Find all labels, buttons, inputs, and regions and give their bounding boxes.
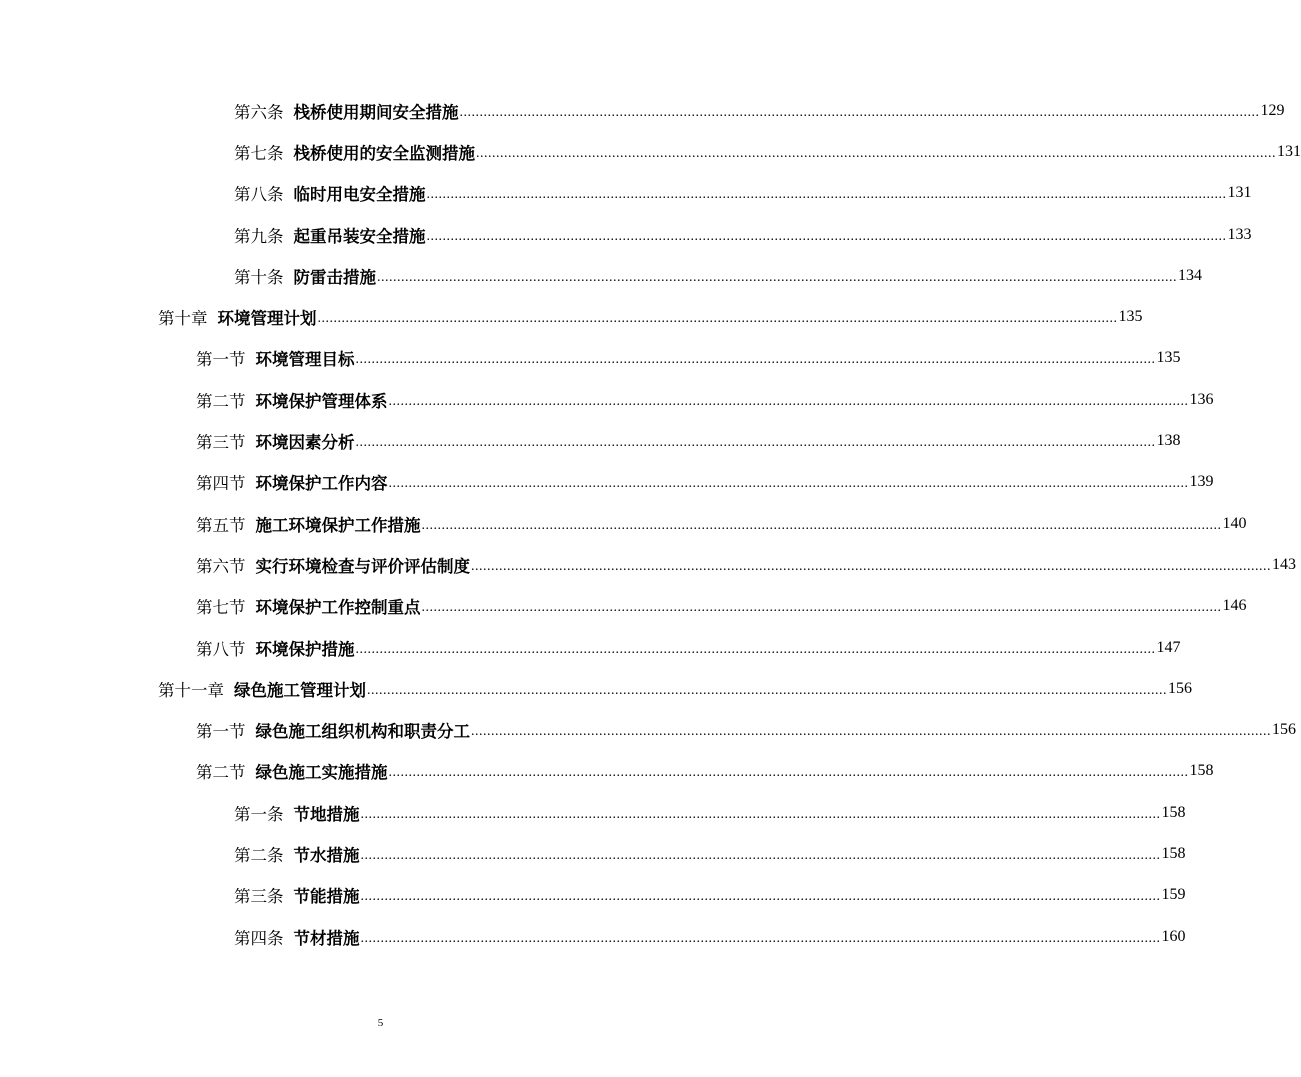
toc-dot-leader: ........................................................................................................................................................................................................ <box>360 930 1161 946</box>
toc-entry-title: 节能措施 <box>293 887 360 907</box>
toc-entry-title: 环境保护工作控制重点 <box>255 598 421 618</box>
toc-entry-page: 140 <box>1222 514 1247 532</box>
toc-entry[interactable] <box>0 379 1214 420</box>
toc-dot-leader: ........................................................................................................................................................................................................ <box>421 600 1222 616</box>
toc-entry[interactable] <box>0 668 1192 709</box>
toc-entry-page: 134 <box>1178 266 1202 284</box>
toc-dot-leader: ........................................................................................................................................................................................................ <box>360 847 1161 863</box>
toc-entry-title: 防雷击措施 <box>293 267 376 287</box>
toc-entry-number: 第十章 <box>158 309 208 329</box>
toc-dot-leader: ........................................................................................................................................................................................................ <box>426 228 1227 244</box>
toc-entry-page: 135 <box>1156 349 1181 367</box>
toc-dot-leader: ........................................................................................................................................................................................................ <box>426 187 1227 203</box>
toc-dot-leader: ........................................................................................................................................................................................................ <box>355 352 1156 368</box>
toc-entry-number: 第十条 <box>234 267 284 287</box>
toc-entry-number: 第八条 <box>234 185 284 205</box>
toc-entry-page: 156 <box>1168 679 1192 697</box>
toc-entry[interactable] <box>0 462 1214 503</box>
toc-entry-number: 第六节 <box>196 556 246 576</box>
toc-entry-number: 第三节 <box>196 433 246 453</box>
toc-entry-number: 第八节 <box>196 639 246 659</box>
toc-entry-title: 绿色施工实施措施 <box>255 763 388 783</box>
toc-dot-leader: ........................................................................................................................................................................................................ <box>459 104 1260 120</box>
toc-entry-number: 第四条 <box>234 928 284 948</box>
toc-entry-title: 环境保护工作内容 <box>255 474 388 494</box>
toc-entry[interactable] <box>0 751 1214 792</box>
toc-entry-number: 第九条 <box>234 226 284 246</box>
toc-entry[interactable] <box>0 709 1296 750</box>
toc-entry[interactable] <box>0 544 1296 585</box>
toc-dot-leader: ........................................................................................................................................................................................................ <box>367 682 1167 698</box>
toc-dot-leader: ........................................................................................................................................................................................................ <box>388 393 1189 409</box>
toc-entry[interactable] <box>0 131 1301 172</box>
toc-entry-number: 第二节 <box>196 763 246 783</box>
toc-entry-page: 143 <box>1272 555 1296 573</box>
toc-entry-number: 第三条 <box>234 887 284 907</box>
toc-dot-leader: ........................................................................................................................................................................................................ <box>355 435 1156 451</box>
toc-entry-number: 第五节 <box>196 515 246 535</box>
toc-entry-number: 第一条 <box>234 804 284 824</box>
toc-entry-page: 129 <box>1260 101 1285 119</box>
toc-entry-page: 158 <box>1189 762 1214 780</box>
toc-entry[interactable] <box>0 627 1181 668</box>
toc-entry[interactable] <box>0 296 1143 337</box>
toc-entry[interactable] <box>0 173 1252 214</box>
toc-entry-number: 第六条 <box>234 102 284 122</box>
toc-entry-title: 环境因素分析 <box>255 433 355 453</box>
toc-entry-page: 138 <box>1156 432 1181 450</box>
toc-entry-title: 节材措施 <box>293 928 360 948</box>
toc-entry-page: 158 <box>1161 803 1186 821</box>
toc-entry-title: 环境管理计划 <box>217 309 317 329</box>
table-of-contents <box>0 90 1301 957</box>
toc-entry[interactable] <box>0 833 1186 874</box>
toc-entry[interactable] <box>0 586 1247 627</box>
toc-entry-page: 131 <box>1277 142 1301 160</box>
toc-entry[interactable] <box>0 90 1285 131</box>
toc-dot-leader: ........................................................................................................................................................................................................ <box>388 476 1189 492</box>
toc-entry-title: 实行环境检查与评价评估制度 <box>255 556 470 576</box>
toc-entry-title: 栈桥使用期间安全措施 <box>293 102 459 122</box>
toc-dot-leader: ........................................................................................................................................................................................................ <box>476 145 1276 161</box>
toc-entry-title: 起重吊装安全措施 <box>293 226 426 246</box>
toc-entry-page: 156 <box>1272 721 1296 739</box>
toc-entry-number: 第二条 <box>234 845 284 865</box>
toc-dot-leader: ........................................................................................................................................................................................................ <box>388 765 1189 781</box>
toc-entry-title: 节水措施 <box>293 845 360 865</box>
toc-entry-page: 136 <box>1189 390 1214 408</box>
toc-entry-page: 146 <box>1222 597 1247 615</box>
toc-entry-page: 135 <box>1118 308 1143 326</box>
toc-entry-title: 环境保护措施 <box>255 639 355 659</box>
toc-entry-title: 节地措施 <box>293 804 360 824</box>
toc-entry-number: 第四节 <box>196 474 246 494</box>
toc-entry-title: 绿色施工管理计划 <box>234 680 366 700</box>
toc-entry-page: 159 <box>1161 886 1186 904</box>
toc-dot-leader: ........................................................................................................................................................................................................ <box>317 311 1118 327</box>
toc-entry-page: 131 <box>1227 184 1252 202</box>
toc-entry[interactable] <box>0 214 1252 255</box>
toc-dot-leader: ........................................................................................................................................................................................................ <box>421 517 1222 533</box>
toc-entry-page: 133 <box>1227 225 1252 243</box>
toc-entry-number: 第二节 <box>196 391 246 411</box>
toc-entry-page: 139 <box>1189 473 1214 491</box>
toc-entry[interactable] <box>0 916 1186 957</box>
toc-dot-leader: ........................................................................................................................................................................................................ <box>360 889 1161 905</box>
toc-entry-number: 第一节 <box>196 350 246 370</box>
toc-entry-number: 第一节 <box>196 722 246 742</box>
toc-entry-title: 环境管理目标 <box>255 350 355 370</box>
toc-entry[interactable] <box>0 792 1186 833</box>
toc-entry[interactable] <box>0 420 1181 461</box>
toc-entry-title: 施工环境保护工作措施 <box>255 515 421 535</box>
toc-dot-leader: ........................................................................................................................................................................................................ <box>471 724 1271 740</box>
toc-entry[interactable] <box>0 338 1181 379</box>
toc-entry-number: 第七条 <box>234 143 284 163</box>
toc-entry-number: 第七节 <box>196 598 246 618</box>
toc-entry-title: 环境保护管理体系 <box>255 391 388 411</box>
toc-dot-leader: ........................................................................................................................................................................................................ <box>377 269 1177 285</box>
toc-entry[interactable] <box>0 255 1202 296</box>
toc-entry-page: 158 <box>1161 844 1186 862</box>
toc-dot-leader: ........................................................................................................................................................................................................ <box>471 558 1271 574</box>
toc-entry-title: 栈桥使用的安全监测措施 <box>293 143 475 163</box>
toc-entry-page: 160 <box>1161 927 1186 945</box>
toc-entry-title: 绿色施工组织机构和职责分工 <box>255 722 470 742</box>
page-number: 5 <box>377 1017 384 1029</box>
toc-entry-number: 第十一章 <box>158 680 224 700</box>
toc-dot-leader: ........................................................................................................................................................................................................ <box>355 641 1156 657</box>
toc-entry-page: 147 <box>1156 638 1181 656</box>
toc-entry[interactable] <box>0 503 1247 544</box>
toc-entry[interactable] <box>0 875 1186 916</box>
toc-entry-title: 临时用电安全措施 <box>293 185 426 205</box>
toc-dot-leader: ........................................................................................................................................................................................................ <box>360 806 1161 822</box>
